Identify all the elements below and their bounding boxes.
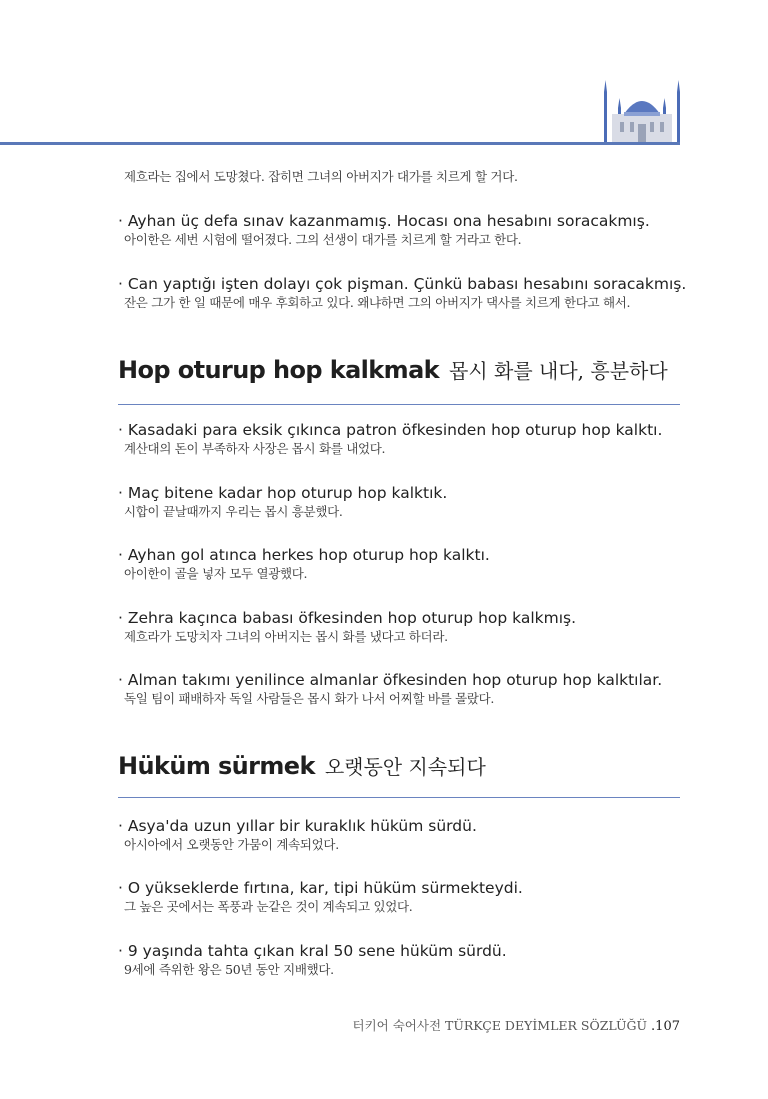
mosque-illustration-icon xyxy=(600,78,684,144)
example-entry xyxy=(118,420,698,458)
example-entry xyxy=(118,816,698,854)
heading-divider xyxy=(118,797,680,798)
example-entry xyxy=(118,878,698,916)
korean-translation: 9세에 즉위한 왕은 50년 동안 지배했다. xyxy=(124,962,334,977)
page-footer xyxy=(353,1016,680,1034)
example-entry xyxy=(118,483,698,521)
idiom-heading xyxy=(118,751,680,780)
korean-translation: 시합이 끝날때까지 우리는 몹시 흥분했다. xyxy=(124,504,343,519)
turkish-example: · 9 yaşında tahta çıkan kral 50 sene hüküm sürdü. xyxy=(118,942,507,960)
example-entry xyxy=(118,670,698,708)
korean-translation: 잔은 그가 한 일 때문에 매우 후회하고 있다. 왜냐하면 그의 아버지가 댁사를 치르게 한다고 해서. xyxy=(124,295,631,310)
idiom-heading xyxy=(118,355,680,384)
example-entry xyxy=(118,274,698,312)
example-entry xyxy=(118,168,698,186)
turkish-example: · Asya'da uzun yıllar bir kuraklık hüküm sürdü. xyxy=(118,817,477,835)
idiom-meaning: 몹시 화를 내다, 흥분하다 xyxy=(449,359,668,383)
book-title: 터키어 숙어사전 TÜRKÇE DEYİMLER SÖZLÜĞÜ xyxy=(352,1018,648,1033)
korean-translation: 아시아에서 오랫동안 가뭄이 계속되었다. xyxy=(124,837,339,852)
korean-translation: 계산대의 돈이 부족하자 사장은 몹시 화를 내었다. xyxy=(124,441,386,456)
turkish-example: · Kasadaki para eksik çıkınca patron öfkesinden hop oturup hop kalktı. xyxy=(118,421,663,439)
turkish-example: · Ayhan üç defa sınav kazanmamış. Hocası ona hesabını soracakmış. xyxy=(118,212,650,230)
heading-divider xyxy=(118,404,680,405)
idiom-meaning: 오랫동안 지속되다 xyxy=(324,755,486,779)
korean-translation: 제흐라가 도망치자 그녀의 아버지는 몹시 화를 냈다고 하더라. xyxy=(124,629,448,644)
korean-translation: 아이한이 골을 넣자 모두 열광했다. xyxy=(124,566,308,581)
idiom-title: Hop oturup hop kalkmak xyxy=(118,356,440,384)
korean-translation: 아이한은 세번 시험에 떨어졌다. 그의 선생이 대가를 치르게 할 거라고 한다. xyxy=(124,232,522,247)
turkish-example: · Maç bitene kadar hop oturup hop kalktık. xyxy=(118,484,448,502)
turkish-example: · Alman takımı yenilince almanlar öfkesinden hop oturup hop kalktılar. xyxy=(118,671,663,689)
example-entry xyxy=(118,608,698,646)
korean-translation: 독일 팀이 패배하자 독일 사람들은 몹시 화가 나서 어찌할 바를 몰랐다. xyxy=(124,691,495,706)
turkish-example: · Zehra kaçınca babası öfkesinden hop oturup hop kalkmış. xyxy=(118,609,577,627)
turkish-example: · Ayhan gol atınca herkes hop oturup hop kalktı. xyxy=(118,546,490,564)
turkish-example: · Can yaptığı işten dolayı çok pişman. Çünkü babası hesabını soracakmış. xyxy=(118,275,687,293)
example-entry xyxy=(118,211,698,249)
korean-translation: 그 높은 곳에서는 폭풍과 눈같은 것이 계속되고 있었다. xyxy=(124,899,413,914)
top-rule xyxy=(0,142,680,145)
turkish-example: · O yükseklerde fırtına, kar, tipi hüküm sürmekteydi. xyxy=(118,879,523,897)
page-number: .107 xyxy=(651,1019,680,1034)
idiom-title: Hüküm sürmek xyxy=(118,752,315,780)
example-entry xyxy=(118,941,698,979)
example-entry xyxy=(118,545,698,583)
korean-translation: 제흐라는 집에서 도망쳤다. 잡히면 그녀의 아버지가 대가를 치르게 할 거다. xyxy=(124,169,518,184)
